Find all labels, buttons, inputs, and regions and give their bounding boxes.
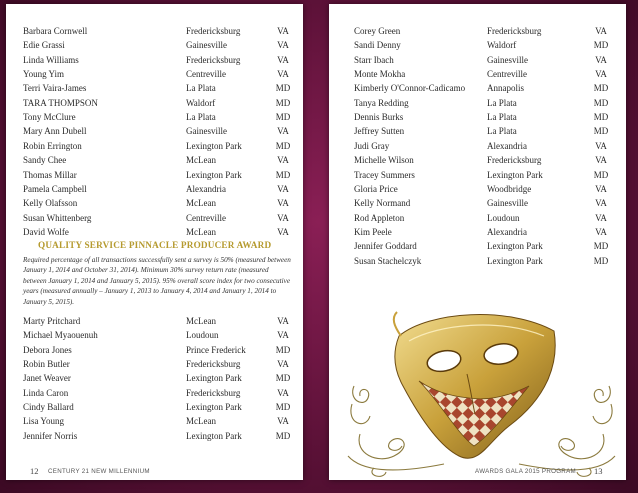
left-top-row-name: TARA THOMPSON — [23, 97, 98, 108]
right-row-name: Corey Green — [354, 26, 401, 36]
right-row-city: Lexington Park — [487, 255, 543, 266]
right-row-name: Michelle Wilson — [354, 155, 414, 166]
left-top-row-city: Alexandria — [186, 183, 226, 194]
left-top-row-city: Fredericksburg — [186, 26, 241, 36]
left-bottom-row-state: VA — [277, 359, 289, 370]
right-row-city: Lexington Park — [487, 241, 543, 252]
left-bottom-row-state: MD — [275, 402, 291, 413]
left-top-row-state: VA — [277, 26, 289, 36]
left-bottom-row-name: Janet Weaver — [23, 373, 71, 384]
left-page-number: 12 — [30, 466, 39, 476]
left-top-row-city: Centreville — [186, 212, 226, 223]
right-row-state: MD — [593, 241, 609, 252]
left-top-row-name: Tony McClure — [23, 112, 76, 123]
right-row-state: MD — [593, 169, 609, 180]
right-row-name: Judi Gray — [354, 140, 390, 151]
left-top-row-city: Gainesville — [186, 40, 227, 51]
right-row-name: Kimberly O'Connor-Cadicamo — [354, 83, 466, 94]
left-top-row-name: Young Yim — [23, 69, 65, 80]
right-row-name: Jennifer Goddard — [354, 241, 417, 252]
right-row-name: Sandi Denny — [354, 40, 401, 51]
left-bottom-row-name: Cindy Ballard — [23, 402, 74, 413]
left-bottom-row-name: Robin Butler — [23, 359, 70, 370]
right-row-city: Alexandria — [487, 226, 527, 237]
left-top-row-name: Mary Ann Dubell — [23, 126, 87, 137]
left-top-row-name: Susan Whittenberg — [23, 212, 92, 223]
right-row-city: Loudoun — [487, 212, 520, 223]
left-bottom-row-state: VA — [277, 316, 289, 326]
left-bottom-row-name: Lisa Young — [23, 416, 65, 427]
left-top-row-state: MD — [275, 112, 291, 123]
right-row-state: MD — [593, 40, 609, 51]
right-row-state: VA — [595, 140, 607, 151]
left-bottom-row-name: Marty Pritchard — [23, 316, 81, 326]
left-top-row-name: Sandy Chee — [23, 155, 67, 166]
right-row-name: Starr Ibach — [354, 54, 394, 65]
left-bottom-row-city: Lexington Park — [186, 373, 242, 384]
right-row-city: Centreville — [487, 69, 527, 80]
left-top-row-state: VA — [277, 183, 289, 194]
left-bottom-row-state: MD — [275, 430, 291, 441]
mask-illustration — [344, 304, 619, 480]
left-top-row-state: VA — [277, 54, 289, 65]
right-row-city: Fredericksburg — [487, 155, 542, 166]
left-bottom-row-city: Lexington Park — [186, 430, 242, 441]
right-row-city: Fredericksburg — [487, 26, 542, 36]
right-row-name: Monte Mokha — [354, 69, 406, 80]
right-row-name: Kim Peele — [354, 226, 392, 237]
right-footer: AWARDS GALA 2015 PROGRAM — [475, 468, 576, 475]
left-bottom-row-name: Michael Myaouenuh — [23, 330, 98, 341]
right-row-state: MD — [593, 255, 609, 266]
left-top-row-state: VA — [277, 40, 289, 51]
left-bottom-row-state: MD — [275, 373, 291, 384]
left-top-row-city: McLean — [186, 226, 216, 237]
right-row-city: Alexandria — [487, 140, 527, 151]
right-row-state: VA — [595, 212, 607, 223]
right-row-state: VA — [595, 69, 607, 80]
left-bottom-row-city: Fredericksburg — [186, 387, 241, 398]
right-page — [329, 4, 626, 480]
left-page — [6, 4, 303, 480]
right-row-name: Susan Stachelczyk — [354, 255, 422, 266]
right-row-name: Gloria Price — [354, 183, 398, 194]
right-row-state: VA — [595, 54, 607, 65]
left-top-row-city: La Plata — [186, 112, 216, 123]
left-top-row-state: VA — [277, 198, 289, 209]
left-top-row-name: Edie Grassi — [23, 40, 65, 51]
right-row-city: Gainesville — [487, 54, 528, 65]
right-row-state: MD — [593, 97, 609, 108]
right-row-state: MD — [593, 126, 609, 137]
left-bottom-row-city: Lexington Park — [186, 402, 242, 413]
left-top-row-state: MD — [275, 140, 291, 151]
right-row-city: Waldorf — [487, 40, 517, 51]
left-top-row-state: VA — [277, 126, 289, 137]
left-bottom-row-city: Loudoun — [186, 330, 219, 341]
right-row-name: Jeffrey Sutten — [354, 126, 405, 137]
left-top-row-city: Fredericksburg — [186, 54, 241, 65]
left-bottom-row-city: Prince Frederick — [186, 344, 246, 355]
right-row-state: VA — [595, 198, 607, 209]
left-bottom-row-city: Fredericksburg — [186, 359, 241, 370]
right-row-state: VA — [595, 226, 607, 237]
left-top-row-name: Barbara Cornwell — [23, 26, 88, 36]
right-row-city: Woodbridge — [487, 183, 532, 194]
left-top-row-name: Kelly Olafsson — [23, 198, 78, 209]
left-footer: CENTURY 21 NEW MILLENNIUM — [48, 468, 150, 475]
right-row-city: La Plata — [487, 112, 517, 123]
right-row-state: VA — [595, 26, 607, 36]
left-top-row-city: McLean — [186, 198, 216, 209]
left-bottom-row-city: McLean — [186, 416, 216, 427]
left-top-row-state: MD — [275, 97, 291, 108]
left-top-row-name: Thomas Millar — [23, 169, 77, 180]
left-bottom-row-state: VA — [277, 387, 289, 398]
right-row-city: Gainesville — [487, 198, 528, 209]
left-bottom-row-name: Debora Jones — [23, 344, 72, 355]
right-row-name: Tanya Redding — [354, 97, 409, 108]
right-row-city: La Plata — [487, 126, 517, 137]
left-top-row-name: Terri Vaira-James — [23, 83, 87, 94]
left-top-row-city: Centreville — [186, 69, 226, 80]
left-top-row-state: MD — [275, 83, 291, 94]
right-page-number: 13 — [594, 466, 603, 476]
left-top-row-city: McLean — [186, 155, 216, 166]
right-row-city: La Plata — [487, 97, 517, 108]
left-bottom-row-state: VA — [277, 416, 289, 427]
left-top-row-name: Linda Williams — [23, 54, 79, 65]
left-top-row-state: VA — [277, 226, 289, 237]
left-top-row-state: VA — [277, 69, 289, 80]
left-top-row-state: VA — [277, 155, 289, 166]
left-top-row-state: VA — [277, 212, 289, 223]
award-description: Required percentage of all transactions successfully sent a survey is 50% (measured between January 1, 2014 and October 31, 2014). Minimum 30% survey return rate (measured between January 1, 2014 and January 5, 2015). 95% overall score index for two consecutive years (measured annually – January 1, 2013 to January 4, 2014 and January 1, 2014 to January 5, 2015). — [23, 256, 291, 306]
right-row-city: Lexington Park — [487, 169, 543, 180]
venetian-mask-icon — [389, 306, 564, 471]
left-top-row-city: Lexington Park — [186, 169, 242, 180]
right-row-name: Rod Appleton — [354, 212, 405, 223]
left-top-row-name: Robin Errington — [23, 140, 82, 151]
left-bottom-row-name: Jennifer Norris — [23, 430, 78, 441]
right-row-name: Dennis Burks — [354, 112, 404, 123]
right-row-state: VA — [595, 155, 607, 166]
left-top-row-city: Gainesville — [186, 126, 227, 137]
right-row-city: Annapolis — [487, 83, 524, 94]
right-row-state: MD — [593, 112, 609, 123]
left-top-row-state: MD — [275, 169, 291, 180]
right-row-state: VA — [595, 183, 607, 194]
left-bottom-row-name: Linda Caron — [23, 387, 69, 398]
right-row-state: MD — [593, 83, 609, 94]
left-bottom-row-state: MD — [275, 344, 291, 355]
left-top-row-name: Pamela Campbell — [23, 183, 87, 194]
left-top-row-name: David Wolfe — [23, 226, 69, 237]
left-bottom-row-city: McLean — [186, 316, 216, 326]
left-bottom-row-state: VA — [277, 330, 289, 341]
left-top-row-city: Waldorf — [186, 97, 216, 108]
right-row-name: Tracey Summers — [354, 169, 415, 180]
left-top-row-city: La Plata — [186, 83, 216, 94]
right-row-name: Kelly Normand — [354, 198, 411, 209]
award-title: QUALITY SERVICE PINNACLE PRODUCER AWARD — [38, 240, 272, 250]
left-top-row-city: Lexington Park — [186, 140, 242, 151]
